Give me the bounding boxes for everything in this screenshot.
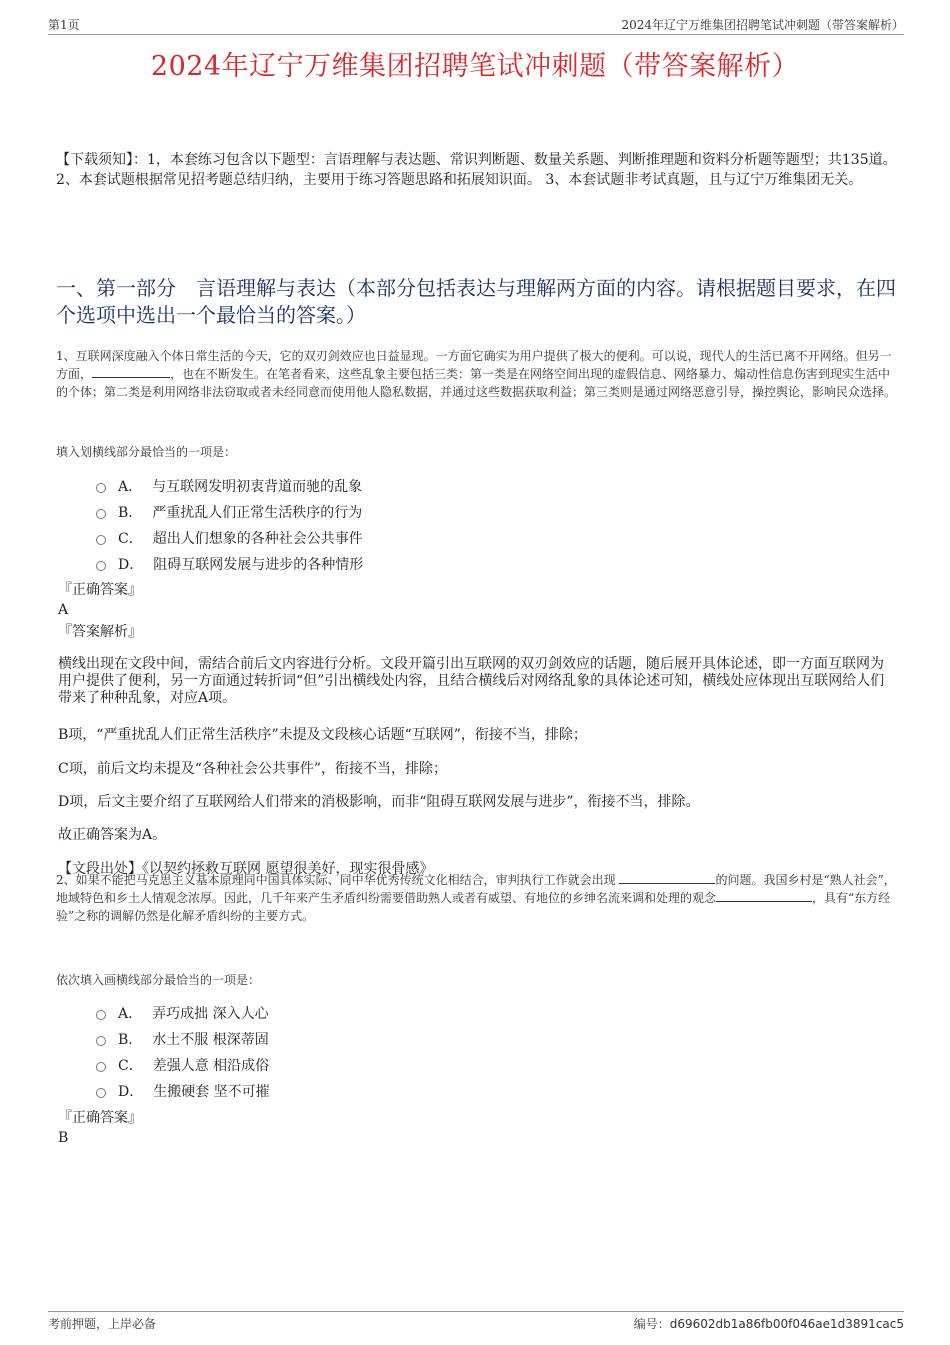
option-d[interactable]: D． 阻碍互联网发展与进步的各种情形: [96, 551, 856, 577]
radio-icon[interactable]: [96, 1088, 106, 1098]
analysis-paragraph: B项，“严重扰乱人们正常生活秩序”未提及文段核心话题“互联网”，衔接不当，排除；: [58, 727, 587, 743]
source-citation: 【文段出处】《以契约拯救互联网 愿望很美好，现实很骨感》: [58, 861, 434, 877]
correct-answer: A: [58, 602, 69, 618]
page-number: 第1页: [48, 18, 80, 32]
header-doc-title: 2024年辽宁万维集团招聘笔试冲刺题（带答案解析）: [621, 18, 904, 32]
radio-icon[interactable]: [96, 1036, 106, 1046]
radio-icon[interactable]: [96, 1010, 106, 1020]
radio-icon[interactable]: [96, 1062, 106, 1072]
question-2-text: 2、如果不能把马克思主义基本原理同中国具体实际、同中华优秀传统文化相结合，审判执行工作就会出现 的问题。我国乡村是“熟人社会”，地域特色和乡土人情观念浓厚。因此，几千年来产生矛盾纠纷需要借助熟人或者有威望、有地位的乡绅名流来调和处理的观念 ，具有“东方经验”之称的调解仍然是化解矛盾纠纷的主要方式。: [56, 873, 896, 923]
radio-icon[interactable]: [96, 509, 106, 519]
radio-icon[interactable]: [96, 561, 106, 571]
question-2-prompt: 依次填入画横线部分最恰当的一项是：: [56, 973, 261, 987]
analysis-label: 『答案解析』: [58, 624, 142, 640]
answer-label: 『正确答案』: [58, 582, 142, 598]
option-c[interactable]: C． 超出人们想象的各种社会公共事件: [96, 525, 856, 551]
question-1-text: 1、互联网深度融入个体日常生活的今天，它的双刃剑效应也日益显现。一方面它确实为用户提供了极大的便利。可以说，现代人的生活已离不开网络。但另一方面， ，也在不断发生。在笔者看来，这些乱象主要包括三类：第一类是在网络空间出现的虚假信息、网络暴力、煽动性信息伤害到现实生活中的个体；第二类是利用网络非法窃取或者未经同意而使用他人隐私数据，并通过这些数据获取利益；第三类则是通过网络恶意引导，操控舆论，影响民众选择。: [56, 349, 897, 399]
option-a[interactable]: A． 与互联网发明初衷背道而驰的乱象: [96, 473, 856, 499]
option-d[interactable]: D． 生搬硬套 坚不可摧: [96, 1078, 856, 1104]
page-footer: [48, 1311, 904, 1336]
page-header: [48, 14, 904, 35]
option-a[interactable]: A． 弄巧成拙 深入人心: [96, 1000, 856, 1026]
question-2-options: [96, 1000, 856, 1104]
radio-icon[interactable]: [96, 483, 106, 493]
page-title: 2024年辽宁万维集团招聘笔试冲刺题（带答案解析）: [150, 51, 800, 82]
section-heading: 一、第一部分 言语理解与表达（本部分包括表达与理解两方面的内容。请根据题目要求，在四个选项中选出一个最恰当的答案。）: [56, 276, 896, 327]
option-b[interactable]: B． 严重扰乱人们正常生活秩序的行为: [96, 499, 856, 525]
download-notice: 【下载须知】：1，本套练习包含以下题型：言语理解与表达题、常识判断题、数量关系题、判断推理题和资料分析题等题型；共135道。 2、本套试题根据常见招考题总结归纳，主要用于练习答题思路和拓展知识面。 3、本套试题非考试真题，且与辽宁万维集团无关。: [56, 152, 897, 188]
answer-label: 『正确答案』: [58, 1110, 142, 1126]
correct-answer: B: [58, 1130, 69, 1146]
analysis-paragraph: D项，后文主要介绍了互联网给人们带来的消极影响，而非“阻碍互联网发展与进步”，衔接不当，排除。: [58, 794, 700, 810]
radio-icon[interactable]: [96, 535, 106, 545]
answer-blank: [716, 889, 812, 902]
answer-blank: [92, 365, 170, 378]
analysis-paragraph: 横线出现在文段中间，需结合前后文内容进行分析。文段开篇引出互联网的双刃剑效应的话题，随后展开具体论述，即一方面互联网为用户提供了便利，另一方面通过转折词“但”引出横线处内容，且结合横线后对网络乱象的具体论述可知，横线处应体现出互联网给人们带来了种种乱象，对应A项。: [58, 656, 885, 706]
document-code: 编号：d69602db1a86fb00f046ae1d3891cac5: [633, 1317, 904, 1331]
footer-slogan: 考前押题，上岸必备: [48, 1317, 157, 1331]
option-c[interactable]: C． 差强人意 相沿成俗: [96, 1052, 856, 1078]
question-1-prompt: 填入划横线部分最恰当的一项是：: [56, 445, 237, 459]
answer-blank: [619, 871, 715, 884]
question-1-options: [96, 473, 856, 577]
option-b[interactable]: B． 水土不服 根深蒂固: [96, 1026, 856, 1052]
analysis-paragraph: C项，前后文均未提及“各种社会公共事件”，衔接不当，排除；: [58, 761, 448, 777]
analysis-conclusion: 故正确答案为A。: [58, 827, 167, 843]
